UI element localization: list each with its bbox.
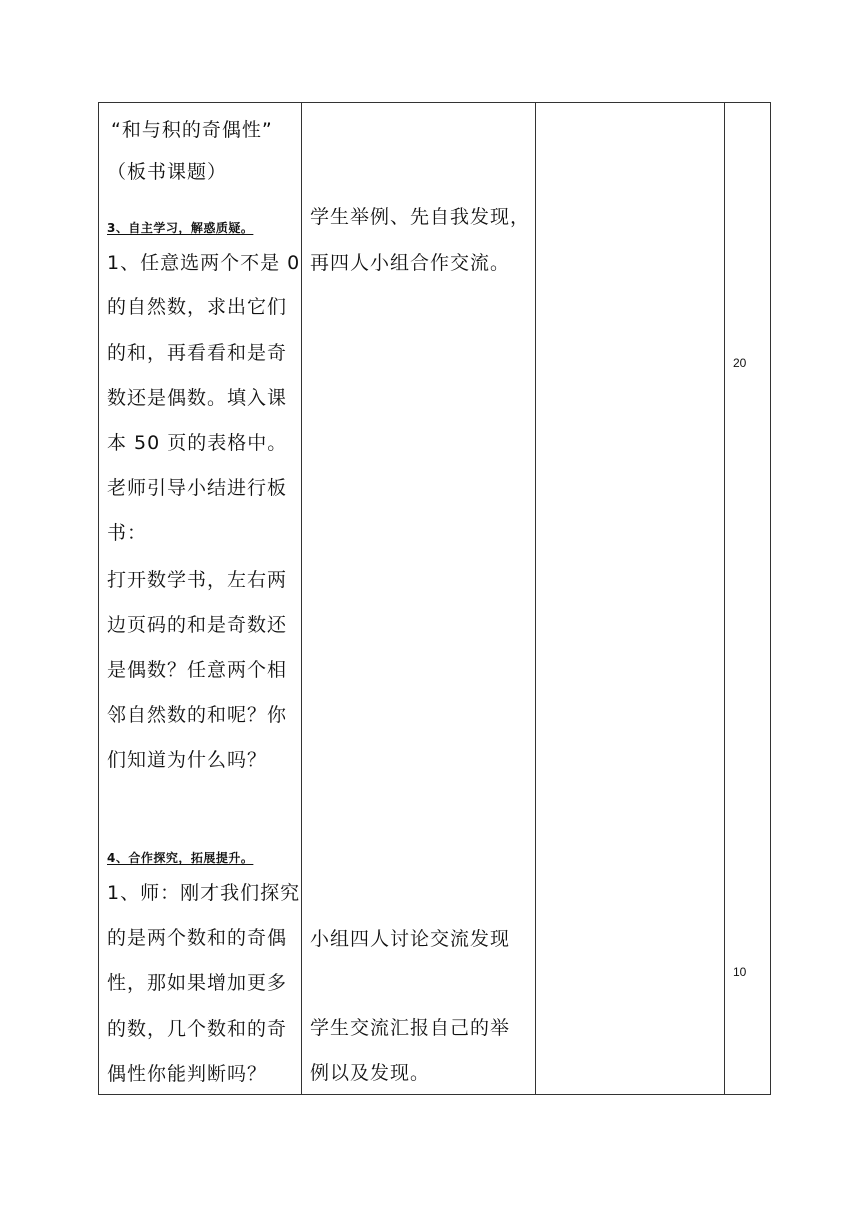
section-3-heading: 3、自主学习，解惑质疑。 bbox=[107, 221, 254, 235]
section-3-line: 的和，再看看和是奇 bbox=[107, 342, 288, 364]
section-4-line: 性，那如果增加更多 bbox=[107, 972, 288, 994]
section-4-line: 偶性你能判断吗？ bbox=[107, 1063, 268, 1085]
student-activity-line: 学生举例、先自我发现， bbox=[310, 206, 531, 228]
student-activity-line: 小组四人讨论交流发现 bbox=[310, 928, 511, 950]
section-3-line: 老师引导小结进行板 bbox=[107, 477, 288, 499]
section-4-line: 的数，几个数和的奇 bbox=[107, 1018, 288, 1040]
section-3-line: 书： bbox=[107, 522, 148, 544]
section-3-line: 们知道为什么吗？ bbox=[107, 749, 268, 771]
section-3-line: 是偶数？任意两个相 bbox=[107, 659, 288, 681]
section-3-line: 打开数学书，左右两 bbox=[107, 569, 288, 591]
student-activity-line: 学生交流汇报自己的举 bbox=[310, 1017, 511, 1039]
section-3-line: 邻自然数的和呢？你 bbox=[107, 704, 288, 726]
section-4-line: 1、师：刚才我们探究 bbox=[107, 882, 301, 904]
lesson-title-note: （板书课题） bbox=[107, 161, 228, 183]
time-minutes: 20 bbox=[733, 356, 747, 370]
lesson-title: “和与积的奇偶性” bbox=[111, 119, 273, 141]
section-3-line: 的自然数，求出它们 bbox=[107, 296, 288, 318]
section-4-heading: 4、合作探究，拓展提升。 bbox=[107, 851, 254, 865]
teacher-activity-column bbox=[99, 103, 301, 1094]
notes-column bbox=[536, 103, 724, 1094]
section-4-line: 的是两个数和的奇偶 bbox=[107, 927, 288, 949]
section-3-line: 本 50 页的表格中。 bbox=[107, 432, 288, 454]
student-activity-line: 例以及发现。 bbox=[310, 1062, 431, 1084]
lesson-plan-table bbox=[98, 102, 771, 1095]
section-3-line: 数还是偶数。填入课 bbox=[107, 387, 288, 409]
time-minutes: 10 bbox=[733, 965, 747, 979]
student-activity-column bbox=[302, 103, 535, 1094]
student-activity-line: 再四人小组合作交流。 bbox=[310, 252, 511, 274]
section-3-line: 边页码的和是奇数还 bbox=[107, 614, 288, 636]
time-column bbox=[725, 103, 771, 1094]
section-3-line: 1、任意选两个不是 0 bbox=[107, 252, 301, 274]
